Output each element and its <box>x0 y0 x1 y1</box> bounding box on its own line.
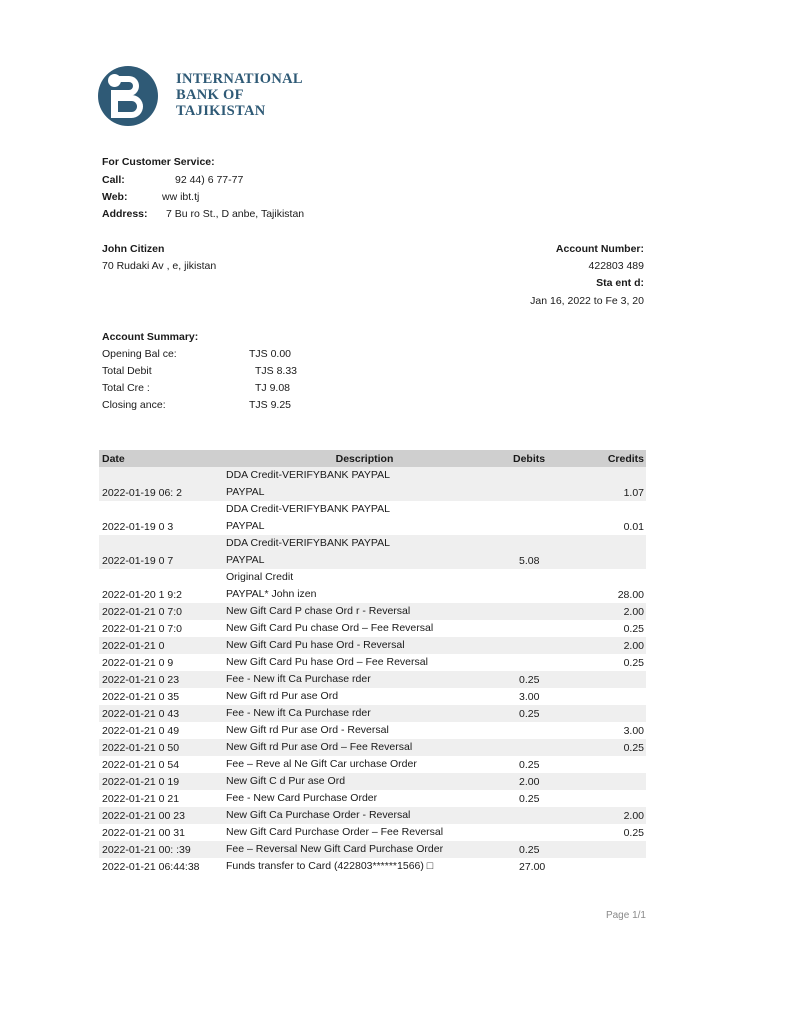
cell-debit: 0.25 <box>519 844 540 856</box>
cell-description <box>223 535 503 569</box>
description-line: New Gift Card P chase Ord r - Reversal <box>226 605 411 617</box>
summary-label: Closing ance: <box>102 399 166 411</box>
table-row <box>99 688 646 705</box>
account-summary-heading: Account Summary: <box>102 331 199 343</box>
bank-name-line: BANK OF <box>176 87 244 103</box>
table-row <box>99 824 646 841</box>
web-value: ww ibt.tj <box>162 191 200 203</box>
cell-credit <box>565 771 646 773</box>
cell-debit: 0.25 <box>519 708 540 720</box>
bank-logo-bowl-bottom <box>117 95 143 118</box>
cell-debit <box>503 754 565 756</box>
table-row <box>99 790 646 807</box>
table-row <box>99 705 646 722</box>
cell-debit: 2.00 <box>519 776 540 788</box>
cell-description <box>223 858 503 875</box>
description-line: New Gift rd Pur ase Ord <box>226 690 339 702</box>
summary-value: TJS 8.33 <box>255 365 298 377</box>
table-body <box>99 467 646 875</box>
cell-credit: 2.00 <box>623 810 644 822</box>
cell-credit: 0.25 <box>623 827 644 839</box>
description-line: New Gift Card Pu hase Ord – Fee Reversal <box>226 656 428 668</box>
cell-credit <box>565 788 646 790</box>
cell-debit <box>503 635 565 637</box>
cell-date: 2022-01-21 0 <box>102 640 165 652</box>
customer-address: 70 Rudaki Av , e, jikistan <box>102 260 217 272</box>
description-line: PAYPAL* John izen <box>226 588 317 600</box>
cell-credit <box>565 567 646 569</box>
cell-description <box>223 773 503 790</box>
cell-date: 2022-01-21 00: :39 <box>102 844 191 856</box>
cell-date: 2022-01-21 0 43 <box>102 708 180 720</box>
description-line: New Gift C d Pur ase Ord <box>226 775 346 787</box>
description-line: PAYPAL <box>226 520 265 532</box>
description-line: DDA Credit-VERIFYBANK PAYPAL <box>226 537 390 549</box>
table-row <box>99 722 646 739</box>
description-line: PAYPAL <box>226 554 265 566</box>
cell-date: 2022-01-21 06:44:38 <box>102 861 200 873</box>
address-label: Address: <box>102 208 148 220</box>
cell-date: 2022-01-19 0 3 <box>102 521 174 533</box>
cell-debit: 3.00 <box>519 691 540 703</box>
description-line: New Gift Ca Purchase Order - Reversal <box>226 809 411 821</box>
cell-date: 2022-01-21 0 23 <box>102 674 180 686</box>
table-row <box>99 467 646 501</box>
cell-credit <box>565 856 646 858</box>
column-header-debits: Debits <box>513 452 546 465</box>
cell-date: 2022-01-19 06: 2 <box>102 487 182 499</box>
description-line: Fee – Reversal New Gift Card Purchase Order <box>226 843 444 855</box>
customer-name: John Citizen <box>102 243 165 255</box>
address-value: 7 Bu ro St., D anbe, Tajikistan <box>166 208 305 220</box>
cell-credit <box>565 805 646 807</box>
cell-credit <box>565 703 646 705</box>
cell-credit: 0.25 <box>623 623 644 635</box>
table-row <box>99 739 646 756</box>
cell-debit <box>503 618 565 620</box>
table-row <box>99 569 646 603</box>
cell-debit <box>503 839 565 841</box>
column-header-credits: Credits <box>607 452 644 465</box>
cell-debit: 0.25 <box>519 793 540 805</box>
cell-description <box>223 654 503 671</box>
cell-credit: 1.07 <box>623 487 644 499</box>
description-line: New Gift Card Pu chase Ord – Fee Reversal <box>226 622 434 634</box>
cell-date: 2022-01-21 0 9 <box>102 657 174 669</box>
bank-name-line: INTERNATIONAL <box>176 71 303 87</box>
cell-debit <box>503 652 565 654</box>
cell-description <box>223 637 503 654</box>
cell-credit: 3.00 <box>623 725 644 737</box>
cell-credit: 2.00 <box>623 640 644 652</box>
cell-date: 2022-01-19 0 7 <box>102 555 174 567</box>
web-label: Web: <box>102 191 128 203</box>
cell-credit: 2.00 <box>623 606 644 618</box>
cell-description <box>223 671 503 688</box>
call-label: Call: <box>102 174 125 186</box>
description-line: DDA Credit-VERIFYBANK PAYPAL <box>226 503 390 515</box>
summary-value: TJS 9.25 <box>249 399 292 411</box>
cell-date: 2022-01-21 0 21 <box>102 793 180 805</box>
cell-description <box>223 688 503 705</box>
cell-description <box>223 841 503 858</box>
call-value: 92 44) 6 77-77 <box>175 174 244 186</box>
account-number-label: Account Number: <box>555 243 644 255</box>
table-row <box>99 756 646 773</box>
column-header-date: Date <box>102 452 125 465</box>
description-line: New Gift Card Pu hase Ord - Reversal <box>226 639 405 651</box>
page-number: Page 1/1 <box>605 910 646 921</box>
cell-description <box>223 620 503 637</box>
cell-description <box>223 569 503 603</box>
cell-debit: 5.08 <box>519 555 540 567</box>
table-row <box>99 671 646 688</box>
cell-date: 2022-01-21 00 23 <box>102 810 185 822</box>
table-row <box>99 773 646 790</box>
table-row <box>99 654 646 671</box>
transactions-table <box>99 450 646 875</box>
bank-name-line: TAJIKISTAN <box>176 103 266 119</box>
summary-value: TJS 0.00 <box>249 348 292 360</box>
cell-date: 2022-01-21 0 7:0 <box>102 606 182 618</box>
customer-service-heading: For Customer Service: <box>102 156 215 168</box>
table-row <box>99 807 646 824</box>
table-row <box>99 841 646 858</box>
cell-debit <box>503 601 565 603</box>
cell-debit: 27.00 <box>519 861 546 873</box>
table-row <box>99 535 646 569</box>
description-line: New Gift rd Pur ase Ord - Reversal <box>226 724 389 736</box>
cell-debit <box>503 499 565 501</box>
cell-date: 2022-01-21 0 35 <box>102 691 180 703</box>
cell-description <box>223 501 503 535</box>
description-line: Fee – Reve al Ne Gift Car urchase Order <box>226 758 417 770</box>
cell-date: 2022-01-21 0 54 <box>102 759 180 771</box>
table-row <box>99 603 646 620</box>
cell-debit <box>503 669 565 671</box>
cell-date: 2022-01-21 0 7:0 <box>102 623 182 635</box>
cell-description <box>223 603 503 620</box>
cell-debit <box>503 533 565 535</box>
summary-label: Total Debit <box>102 365 152 377</box>
table-row <box>99 858 646 875</box>
cell-description <box>223 467 503 501</box>
description-line: PAYPAL <box>226 486 265 498</box>
cell-credit <box>565 686 646 688</box>
description-line: DDA Credit-VERIFYBANK PAYPAL <box>226 469 390 481</box>
cell-description <box>223 824 503 841</box>
description-line: Fee - New Card Purchase Order <box>226 792 378 804</box>
cell-description <box>223 756 503 773</box>
cell-credit <box>565 873 646 875</box>
column-header-description: Description <box>335 452 394 465</box>
summary-label: Opening Bal ce: <box>102 348 177 360</box>
table-header <box>99 450 646 467</box>
cell-debit <box>503 737 565 739</box>
cell-debit: 0.25 <box>519 759 540 771</box>
description-line: Original Credit <box>226 571 294 583</box>
cell-credit: 0.25 <box>623 742 644 754</box>
table-row <box>99 637 646 654</box>
cell-date: 2022-01-20 1 9:2 <box>102 589 182 601</box>
account-number-value: 422803 489 <box>588 260 644 272</box>
cell-debit <box>503 822 565 824</box>
description-line: Funds transfer to Card (422803******1566) □ <box>226 860 434 872</box>
table-row <box>99 501 646 535</box>
cell-date: 2022-01-21 00 31 <box>102 827 185 839</box>
description-line: Fee - New ift Ca Purchase rder <box>226 673 371 685</box>
cell-description <box>223 705 503 722</box>
bank-name <box>176 71 336 119</box>
summary-label: Total Cre : <box>102 382 150 394</box>
cell-date: 2022-01-21 0 19 <box>102 776 180 788</box>
statement-period-label: Sta ent d: <box>596 277 644 289</box>
statement-period-value: Jan 16, 2022 to Fe 3, 20 <box>530 295 644 307</box>
cell-credit: 0.25 <box>623 657 644 669</box>
cell-debit: 0.25 <box>519 674 540 686</box>
bank-logo-bowl-top <box>117 76 139 96</box>
table-row <box>99 620 646 637</box>
cell-credit <box>565 720 646 722</box>
cell-description <box>223 739 503 756</box>
cell-description <box>223 790 503 807</box>
summary-value: TJ 9.08 <box>255 382 291 394</box>
cell-date: 2022-01-21 0 49 <box>102 725 180 737</box>
cell-description <box>223 722 503 739</box>
cell-description <box>223 807 503 824</box>
cell-credit: 28.00 <box>617 589 644 601</box>
description-line: New Gift rd Pur ase Ord – Fee Reversal <box>226 741 413 753</box>
description-line: Fee - New ift Ca Purchase rder <box>226 707 371 719</box>
cell-date: 2022-01-21 0 50 <box>102 742 180 754</box>
description-line: New Gift Card Purchase Order – Fee Reversal <box>226 826 444 838</box>
cell-credit: 0.01 <box>623 521 644 533</box>
